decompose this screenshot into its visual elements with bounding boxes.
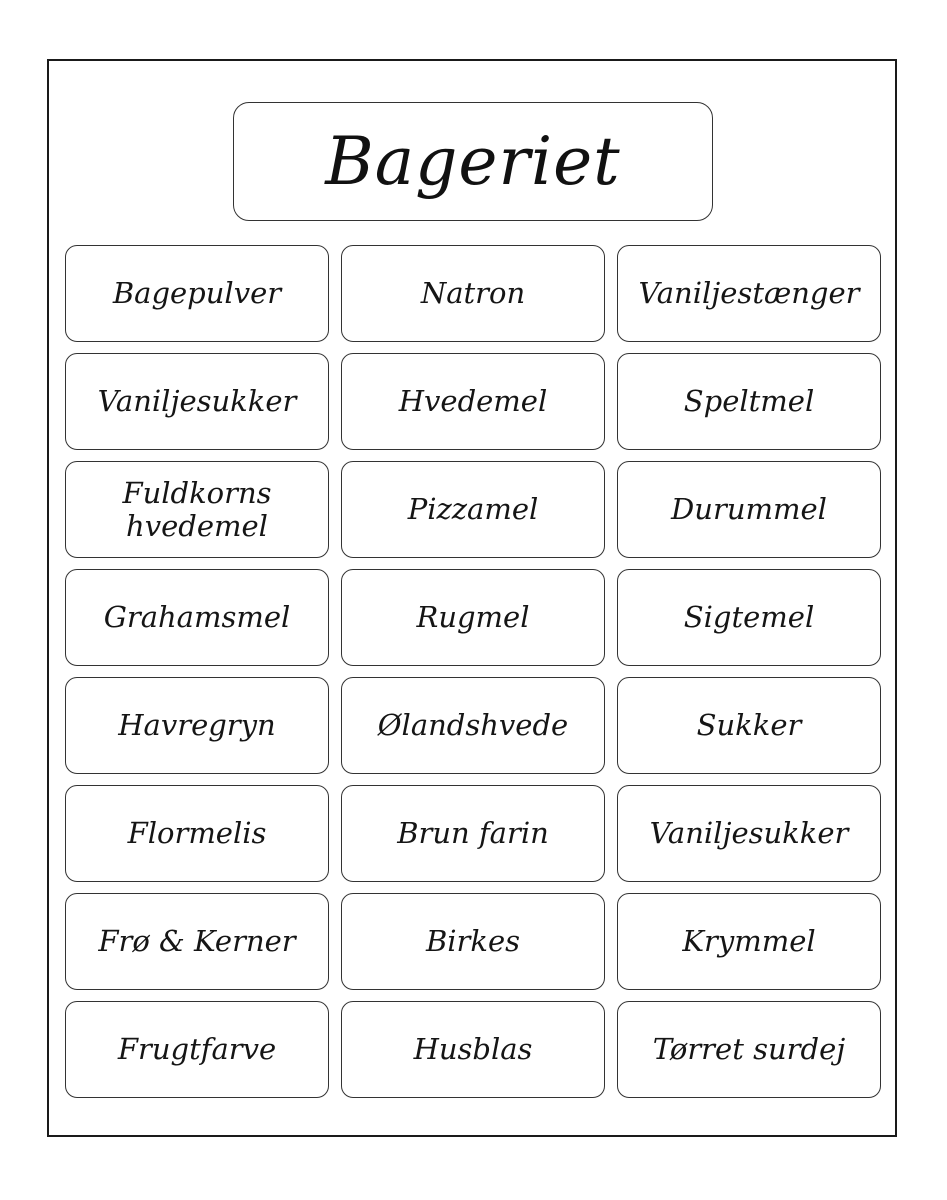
label-text: Frø & Kerner [98,924,296,959]
label-text: Vaniljestænger [638,276,860,311]
label-text: Havregryn [118,708,276,743]
label-card [617,353,881,450]
label-card [341,785,605,882]
label-text: Natron [420,276,526,311]
label-text: Vaniljesukker [97,384,297,419]
label-card [341,1001,605,1098]
label-card [65,353,329,450]
label-text: Rugmel [416,600,530,635]
label-card [65,677,329,774]
label-card [65,1001,329,1098]
label-card [617,893,881,990]
label-text: Husblas [413,1032,533,1067]
label-card [341,677,605,774]
label-text: Birkes [425,924,521,959]
title-label-box [233,102,713,221]
label-text: Tørret surdej [652,1032,846,1067]
label-text: Flormelis [127,816,267,851]
label-grid [65,245,882,1098]
label-card [65,785,329,882]
label-text: Grahamsmel [103,600,291,635]
label-text: Speltmel [683,384,815,419]
label-card [341,245,605,342]
label-card [341,353,605,450]
page-title: Bageriet [325,122,621,200]
label-text: Sigtemel [683,600,815,635]
label-card [617,785,881,882]
label-text: Sukker [696,708,802,743]
label-text: Pizzamel [407,492,539,527]
label-card [617,461,881,558]
label-card [341,893,605,990]
label-text: Hvedemel [398,384,548,419]
label-text: Krymmel [682,924,816,959]
label-card [65,893,329,990]
label-text: Vaniljesukker [649,816,849,851]
label-text: Durummel [671,492,827,527]
label-card [65,461,329,558]
label-card [617,569,881,666]
label-card [341,461,605,558]
label-text: Ølandshvede [377,708,569,743]
label-text: Fuldkorns hvedemel [122,476,272,543]
label-card [617,1001,881,1098]
label-card [65,569,329,666]
label-text: Bagepulver [112,276,282,311]
label-card [65,245,329,342]
label-card [617,677,881,774]
label-card [341,569,605,666]
label-card [617,245,881,342]
label-text: Brun farin [397,816,549,851]
label-text: Frugtfarve [117,1032,277,1067]
